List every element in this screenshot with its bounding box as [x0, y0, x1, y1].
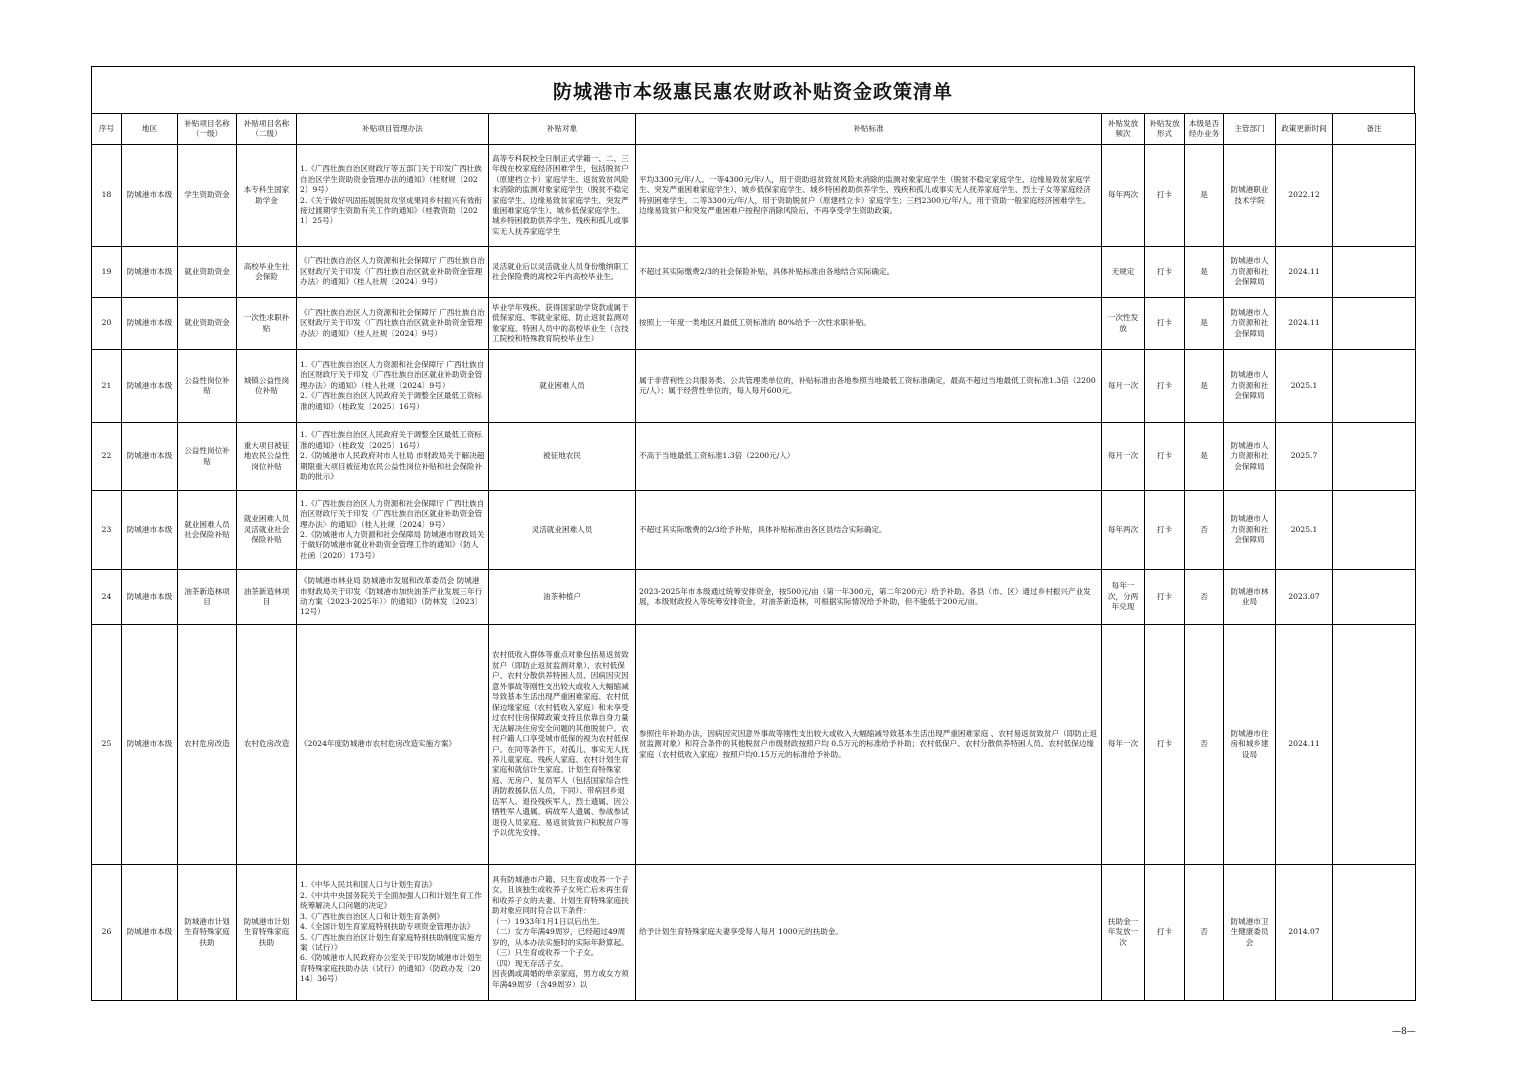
cell-handle [1185, 625, 1224, 865]
cell-text: 2024.11 [1288, 739, 1320, 749]
cell-text: 18 [101, 190, 112, 200]
cell-text: 打卡 [1156, 380, 1173, 390]
cell-text: 防城港市本级 [126, 927, 173, 937]
cell-text: 灵活就业后以灵活就业人员身份缴纳职工社会保险费的离校2年内高校毕业生。 [492, 261, 629, 281]
cell-target [489, 491, 636, 570]
cell-dept [1224, 625, 1276, 865]
cell-freq [1102, 350, 1145, 423]
cell-text: 防城港市本级 [126, 524, 173, 534]
cell-text: 防城港市本级 [126, 591, 173, 601]
column-header: 补贴标准 [636, 114, 1102, 145]
cell-method [297, 625, 489, 865]
cell-target [489, 298, 636, 350]
cell-dept [1224, 865, 1276, 1001]
cell-updated [1276, 145, 1333, 247]
cell-l2 [237, 350, 297, 423]
cell-text: 毕业学年残疾、获得国家助学贷款或属于低保家庭、零就业家庭、防止返贫监测对象家庭、特困人员中的高校毕业生（含技工院校和特殊教育院校毕业生） [492, 302, 629, 343]
cell-text: 2025.7 [1290, 451, 1318, 461]
cell-handle [1185, 145, 1224, 247]
cell-dept [1224, 491, 1276, 570]
cell-text: 城镇公益性岗位补贴 [243, 375, 290, 395]
cell-text: 属于非营利性公共服务类、公共管理类单位的，补贴标准由各地参照当地最低工资标准确定，最高不超过当地最低工资标准1.3倍（2200元/人）；属于经营性单位的，每人每月600元。 [639, 375, 1096, 395]
cell-text: 防城港市计划生育特殊家庭扶助 [184, 916, 230, 947]
cell-region [122, 350, 178, 423]
cell-standard [636, 423, 1102, 491]
page-number: —8— [1392, 1027, 1416, 1037]
cell-target [489, 247, 636, 298]
cell-text: 是 [1200, 451, 1208, 461]
cell-text: 25 [101, 739, 112, 749]
cell-text: 不超过其实际缴费的2/3给予补贴，具体补贴标准由各区县结合实际确定。 [639, 524, 887, 534]
cell-freq [1102, 423, 1145, 491]
cell-no [92, 298, 122, 350]
table-row [92, 350, 1416, 423]
cell-method [297, 350, 489, 423]
cell-handle [1185, 865, 1224, 1001]
column-header: 政策更新时间 [1276, 114, 1333, 145]
cell-form [1145, 247, 1185, 298]
cell-updated [1276, 865, 1333, 1001]
document [91, 66, 1415, 1001]
column-header: 本级是否经办业务 [1185, 114, 1224, 145]
cell-text: 防城港市本级 [126, 190, 173, 200]
cell-dept [1224, 145, 1276, 247]
cell-text: 油茶新造林项目 [184, 586, 230, 606]
cell-text: 1.《广西壮族自治区人力资源和社会保障厅 广西壮族自治区财政厅关于印发〈广西壮族自治区就业补助资金管理办法〉的通知》（桂人社规〔2024〕9号） 2.《防城港市人力资源和社会保障局 防城港市财政局关于做好防城港市就业补助资金管理工作的通知》（防人社函〔2020〕173号） [300, 498, 485, 560]
cell-text: 按照上一年度一类地区月最低工资标准的 80%给予一次性求职补贴。 [639, 318, 871, 328]
cell-text: 打卡 [1156, 266, 1173, 276]
cell-updated [1276, 491, 1333, 570]
cell-no [92, 491, 122, 570]
cell-text: 2023.07 [1288, 591, 1320, 601]
column-header: 序号 [92, 114, 122, 145]
cell-text: 《广西壮族自治区人力资源和社会保障厅 广西壮族自治区财政厅关于印发〈广西壮族自治区就业补助资金管理办法〉的通知》（桂人社规〔2024〕9号） [300, 256, 485, 287]
cell-text: 打卡 [1156, 739, 1173, 749]
cell-text: 油茶种植户 [543, 591, 581, 601]
cell-text: 1.《广西壮族自治区人民政府关于调整全区最低工资标准的通知》（桂政发〔2025〕16号） 2.《防城港市人民政府对市人社局 市财政局关于解决超期限重大项目被征地农民公益性岗位补贴和社会保险补助的批示》 [300, 430, 485, 482]
cell-freq [1102, 865, 1145, 1001]
cell-text: 每月一次 [1107, 451, 1139, 461]
table-row [92, 570, 1416, 625]
cell-form [1145, 298, 1185, 350]
cell-freq [1102, 625, 1145, 865]
cell-text: 19 [101, 266, 112, 276]
cell-target [489, 350, 636, 423]
cell-l1 [178, 865, 237, 1001]
cell-text: 防城港市人力资源和社会保障局 [1230, 307, 1269, 338]
column-header: 补贴项目名称（二级） [237, 114, 297, 145]
cell-text: 平均3300元/年/人。一等4300元/年/人，用于资助返贫致贫风险未消除的监测对象家庭学生（脱贫不稳定家庭学生、边缘易致贫家庭学生、突发严重困难家庭学生）、城乡低保家庭学生、城乡特困救助供养学生、残疾和孤儿或事实无人抚养家庭学生、烈士子女等家庭经济特别困难学生。二等3300元/年/人，用于资助脱贫户（原建档立卡）家庭学生；三档2300元/年/人，用于资助一般家庭经济困难学生。 边缘易致贫户和突发严重困难户按程序消除风险后，不再享受学生资助政策。 [639, 174, 1091, 215]
cell-no [92, 865, 122, 1001]
column-header: 主管部门 [1224, 114, 1276, 145]
cell-text: 23 [101, 524, 112, 534]
cell-text: 本专科生国家助学金 [243, 185, 290, 205]
cell-text: 26 [101, 927, 112, 937]
cell-text: 公益性岗位补贴 [184, 446, 230, 466]
cell-text: 否 [1200, 739, 1208, 749]
cell-text: 学生资助资金 [184, 190, 230, 200]
document-title: 防城港市本级惠民惠农财政补贴资金政策清单 [91, 66, 1415, 113]
cell-form [1145, 625, 1185, 865]
cell-region [122, 423, 178, 491]
cell-text: 高校毕业生社会保险 [243, 261, 290, 281]
cell-note [1333, 247, 1416, 298]
cell-text: 是 [1200, 380, 1208, 390]
cell-note [1333, 625, 1416, 865]
cell-l1 [178, 491, 237, 570]
cell-form [1145, 423, 1185, 491]
cell-text: 无规定 [1111, 266, 1135, 276]
cell-text: 油茶新造林项目 [243, 586, 290, 606]
cell-method [297, 247, 489, 298]
cell-text: 1.《中华人民共和国人口与计划生育法》 2.《中共中央国务院关于全面加强人口和计划生育工作统筹解决人口问题的决定》 3.《广西壮族自治区人口和计划生育条例》 4.《全国计划生育家庭特别扶助专项资金管理办法》 5.《广西壮族自治区计划生育家庭特别扶助制度实施方案（试行）》 6.《防城港市人民政府办公室关于印发防城港市计划生育特殊家庭扶助办法（试行）的通知》（防政办发〔2014〕36号） [300, 880, 482, 984]
cell-l1 [178, 570, 237, 625]
cell-region [122, 625, 178, 865]
cell-text: 否 [1200, 927, 1208, 937]
cell-text: 一次性发放 [1107, 313, 1139, 333]
cell-form [1145, 491, 1185, 570]
cell-target [489, 865, 636, 1001]
cell-updated [1276, 625, 1333, 865]
cell-text: 否 [1200, 591, 1208, 601]
table-row [92, 423, 1416, 491]
cell-text: 2023-2025年市本级通过统筹安排资金，按500元/亩（第一年300元，第二年200元）给予补助。各县（市、区）通过乡村振兴产业发展，本级财政投入等统筹安排资金，对油茶新造林，可根据实际情况给予补助，但不能低于200元/亩。 [639, 586, 1091, 606]
cell-text: 就业资助资金 [184, 266, 230, 276]
cell-text: 就业困难人员社会保险补贴 [184, 519, 230, 539]
policy-table [91, 113, 1416, 1001]
cell-freq [1102, 298, 1145, 350]
table-body [92, 145, 1416, 1001]
cell-text: 农村低收入群体等重点对象包括易返贫致贫户（即防止返贫监测对象）、农村低保户、农村分散供养特困人员、因病因灾因意外事故等刚性支出较大或收入大幅缩减导致基本生活出现严重困难家庭、农村低保边缘家庭（农村低收入家庭）和未享受过农村住房保障政策支持且依靠自身力量无法解决住房安全问题的其他脱贫户。农村户籍人口享受城市低保的视为农村低保户。在同等条件下，对孤儿、事实无人抚养儿童家庭、残疾人家庭、农村计划生育家庭和就信计生家庭、计划生育特殊家庭、无房户、复员军人（包括国家综合性消防救援队伍人员，下同）、带病回乡退伍军人、退役残疾军人、烈士遗属、因公牺牲军人遗属、病故军人遗属、参战参试退役人员家庭、易返贫致贫户和脱贫户等予以优先安排。 [492, 650, 629, 838]
cell-l2 [237, 570, 297, 625]
cell-note [1333, 423, 1416, 491]
cell-note [1333, 570, 1416, 625]
cell-l2 [237, 625, 297, 865]
cell-text: 灵活就业困难人员 [531, 524, 593, 534]
cell-no [92, 625, 122, 865]
cell-target [489, 145, 636, 247]
cell-standard [636, 350, 1102, 423]
cell-method [297, 570, 489, 625]
cell-freq [1102, 145, 1145, 247]
cell-text: 防城港市卫生健康委员会 [1230, 916, 1269, 947]
cell-text: 2024.11 [1288, 266, 1320, 276]
cell-text: 防城港市本级 [126, 318, 173, 328]
column-header: 地区 [122, 114, 178, 145]
cell-no [92, 145, 122, 247]
cell-text: 防城港市人力资源和社会保障局 [1230, 440, 1269, 471]
cell-l1 [178, 423, 237, 491]
table-row [92, 491, 1416, 570]
cell-text: 1.《广西壮族自治区人力资源和社会保障厅 广西壮族自治区财政厅关于印发〈广西壮族自治区就业补助资金管理办法〉的通知》（桂人社规〔2024〕9号） 2.《广西壮族自治区人民政府关于调整全区最低工资标准的通知》（桂政发〔2025〕16号） [300, 359, 485, 411]
cell-handle [1185, 247, 1224, 298]
cell-dept [1224, 298, 1276, 350]
cell-target [489, 423, 636, 491]
cell-text: 2025.1 [1290, 524, 1318, 534]
cell-form [1145, 570, 1185, 625]
cell-text: 防城港市人力资源和社会保障局 [1230, 514, 1269, 545]
cell-dept [1224, 570, 1276, 625]
table-row [92, 145, 1416, 247]
cell-text: 给予计划生育特殊家庭夫妻享受每人每月 1000元的扶助金。 [639, 927, 843, 937]
cell-standard [636, 570, 1102, 625]
column-header: 备注 [1333, 114, 1416, 145]
cell-text: 公益性岗位补贴 [184, 375, 230, 395]
cell-text: 防城港市人力资源和社会保障局 [1230, 370, 1269, 401]
cell-updated [1276, 298, 1333, 350]
cell-note [1333, 298, 1416, 350]
cell-l2 [237, 423, 297, 491]
cell-l1 [178, 298, 237, 350]
cell-handle [1185, 491, 1224, 570]
cell-note [1333, 350, 1416, 423]
cell-standard [636, 247, 1102, 298]
cell-region [122, 491, 178, 570]
cell-handle [1185, 570, 1224, 625]
cell-text: 是 [1200, 266, 1208, 276]
cell-no [92, 247, 122, 298]
table-row [92, 247, 1416, 298]
cell-standard [636, 491, 1102, 570]
cell-form [1145, 145, 1185, 247]
cell-text: 防城港市本级 [126, 451, 173, 461]
cell-updated [1276, 570, 1333, 625]
cell-text: 不高于当地最低工资标准1.3倍（2200元/人） [639, 451, 795, 461]
cell-text: 1.《广西壮族自治区财政厅等五部门关于印发广西壮族自治区学生资助资金管理办法的通知》（桂财规〔2022〕9号） 2.《关于做好巩固拓展脱贫攻坚成果同乡村振兴有效衔接过渡期学生资助有关工作的通知》（桂教资助〔2021〕25号） [300, 164, 482, 226]
cell-text: 是 [1200, 318, 1208, 328]
cell-freq [1102, 491, 1145, 570]
cell-l1 [178, 145, 237, 247]
cell-text: 防城港市住房和城乡建设局 [1230, 728, 1269, 759]
cell-form [1145, 865, 1185, 1001]
cell-text: 打卡 [1156, 190, 1173, 200]
cell-l1 [178, 350, 237, 423]
column-header: 补贴对象 [489, 114, 636, 145]
cell-standard [636, 145, 1102, 247]
cell-text: 24 [101, 591, 112, 601]
cell-text: 扶助金一年发放一次 [1107, 916, 1139, 947]
cell-text: 每月一次 [1107, 380, 1139, 390]
cell-l1 [178, 625, 237, 865]
column-header: 补贴项目名称（一级） [178, 114, 237, 145]
cell-l2 [237, 865, 297, 1001]
cell-handle [1185, 350, 1224, 423]
cell-note [1333, 145, 1416, 247]
cell-text: 防城港市本级 [126, 266, 173, 276]
cell-text: 2022.12 [1288, 190, 1320, 200]
cell-l2 [237, 145, 297, 247]
cell-text: 就业资助资金 [184, 318, 230, 328]
cell-text: 农村危房改造 [243, 739, 290, 749]
cell-text: 不超过其实际缴费2/3的社会保险补贴，具体补贴标准由各地结合实际确定。 [639, 266, 895, 276]
cell-text: 2024.11 [1288, 318, 1320, 328]
cell-dept [1224, 423, 1276, 491]
cell-text: 2014.07 [1288, 927, 1320, 937]
cell-text: 22 [101, 451, 112, 461]
cell-text: 一次性求职补贴 [243, 313, 290, 333]
cell-text: 被征地农民 [543, 451, 581, 461]
cell-region [122, 247, 178, 298]
cell-text: 每年一次，分两年兑现 [1107, 581, 1139, 612]
cell-method [297, 865, 489, 1001]
column-header: 补贴发放频次 [1102, 114, 1145, 145]
cell-text: 《广西壮族自治区人力资源和社会保障厅 广西壮族自治区财政厅关于印发〈广西壮族自治区就业补助资金管理办法〉的通知》（桂人社规〔2024〕9号） [300, 307, 485, 338]
cell-target [489, 625, 636, 865]
cell-text: 农村危房改造 [184, 739, 230, 749]
cell-l1 [178, 247, 237, 298]
cell-note [1333, 491, 1416, 570]
column-header: 补贴发放形式 [1145, 114, 1185, 145]
table-header-row [92, 114, 1416, 145]
cell-note [1333, 865, 1416, 1001]
cell-handle [1185, 423, 1224, 491]
cell-text: 20 [101, 318, 112, 328]
cell-dept [1224, 247, 1276, 298]
cell-updated [1276, 423, 1333, 491]
cell-text: 防城港市林业局 [1230, 586, 1269, 606]
cell-text: 打卡 [1156, 318, 1173, 328]
cell-text: 重大项目被征地农民公益性岗位补贴 [243, 440, 290, 471]
cell-text: 是 [1200, 190, 1208, 200]
cell-text: 每年一次 [1107, 739, 1139, 749]
cell-l2 [237, 247, 297, 298]
cell-handle [1185, 298, 1224, 350]
cell-l2 [237, 298, 297, 350]
cell-method [297, 491, 489, 570]
cell-updated [1276, 247, 1333, 298]
cell-text: 防城港市本级 [126, 739, 173, 749]
cell-text: 打卡 [1156, 927, 1173, 937]
cell-standard [636, 625, 1102, 865]
cell-text: 具有防城港市户籍、只生育或收养一个子女，且该独生或收养子女死亡后未再生育和收养子女的夫妻。计划生育特殊家庭扶助对象应同时符合以下条件： （一）1933年1月1日以后出生。 （二）女方年满49周岁，已经超过49周岁的，从本办法实施时的实际年龄算起。 （三）只生育或收养一个子女。 （四）现无存活子女。 因丧偶或离婚的单亲家庭，男方或女方须年满49周岁（含49周岁）以 [492, 874, 629, 989]
cell-method [297, 298, 489, 350]
cell-text: 就业困难人员灵活就业社会保险补贴 [243, 514, 290, 545]
cell-text: 打卡 [1156, 524, 1173, 534]
cell-form [1145, 350, 1185, 423]
cell-region [122, 298, 178, 350]
cell-freq [1102, 570, 1145, 625]
cell-no [92, 570, 122, 625]
cell-text: 防城港市计划生育特殊家庭扶助 [243, 916, 290, 947]
cell-text: 否 [1200, 524, 1208, 534]
cell-text: 打卡 [1156, 451, 1173, 461]
cell-dept [1224, 350, 1276, 423]
cell-text: 2025.1 [1290, 380, 1318, 390]
cell-no [92, 350, 122, 423]
cell-updated [1276, 350, 1333, 423]
cell-freq [1102, 247, 1145, 298]
cell-region [122, 865, 178, 1001]
cell-standard [636, 865, 1102, 1001]
cell-text: 参照往年补助办法，因病因灾因意外事故等刚性支出较大或收入大幅缩减导致基本生活出现严重困难家庭 、农村易返贫致贫户（即防止返贫监测对象）和符合条件的其他脱贫户市级财政按照户均 0.5万元的标准给予补助；农村低保户、农村分散供养特困人员、农村低保边缘家庭（农村低收入家庭）按照户均0.15万元的标准给予补助。 [639, 728, 1098, 759]
cell-text: 《防城港市林业局 防城港市发展和改革委员会 防城港市财政局关于印发〈防城港市加快油茶产业发展三年行动方案（2023-2025年）〉的通知》（防林发〔2023〕12号） [300, 576, 483, 617]
cell-method [297, 145, 489, 247]
table-row [92, 865, 1416, 1001]
cell-no [92, 423, 122, 491]
cell-text: 高等专科院校全日制正式学籍一、二、三年级在校家庭经济困难学生，包括脱贫户（原建档立卡）家庭学生、返贫致贫风险未消除的监测对象家庭学生（脱贫不稳定家庭学生、边缘易致贫家庭学生、突发严重困难家庭学生）、城乡低保家庭学生、城乡特困救助供养学生、残疾和孤儿或事实无人抚养家庭学生 [492, 153, 629, 236]
cell-text: 《2024年度防城港市农村危房改造实施方案》 [300, 739, 457, 749]
cell-text: 每年两次 [1107, 524, 1139, 534]
table-row [92, 625, 1416, 865]
cell-standard [636, 298, 1102, 350]
cell-method [297, 423, 489, 491]
cell-text: 防城港市人力资源和社会保障局 [1230, 256, 1269, 287]
column-header: 补贴项目管理办法 [297, 114, 489, 145]
table-row [92, 298, 1416, 350]
cell-text: 防城港市本级 [126, 380, 173, 390]
cell-l2 [237, 491, 297, 570]
cell-region [122, 570, 178, 625]
cell-text: 每年两次 [1107, 190, 1139, 200]
cell-text: 打卡 [1156, 591, 1173, 601]
cell-region [122, 145, 178, 247]
cell-text: 防城港职业技术学院 [1230, 185, 1269, 205]
cell-text: 21 [101, 380, 112, 390]
cell-text: 就业困难人员 [539, 380, 585, 390]
cell-target [489, 570, 636, 625]
